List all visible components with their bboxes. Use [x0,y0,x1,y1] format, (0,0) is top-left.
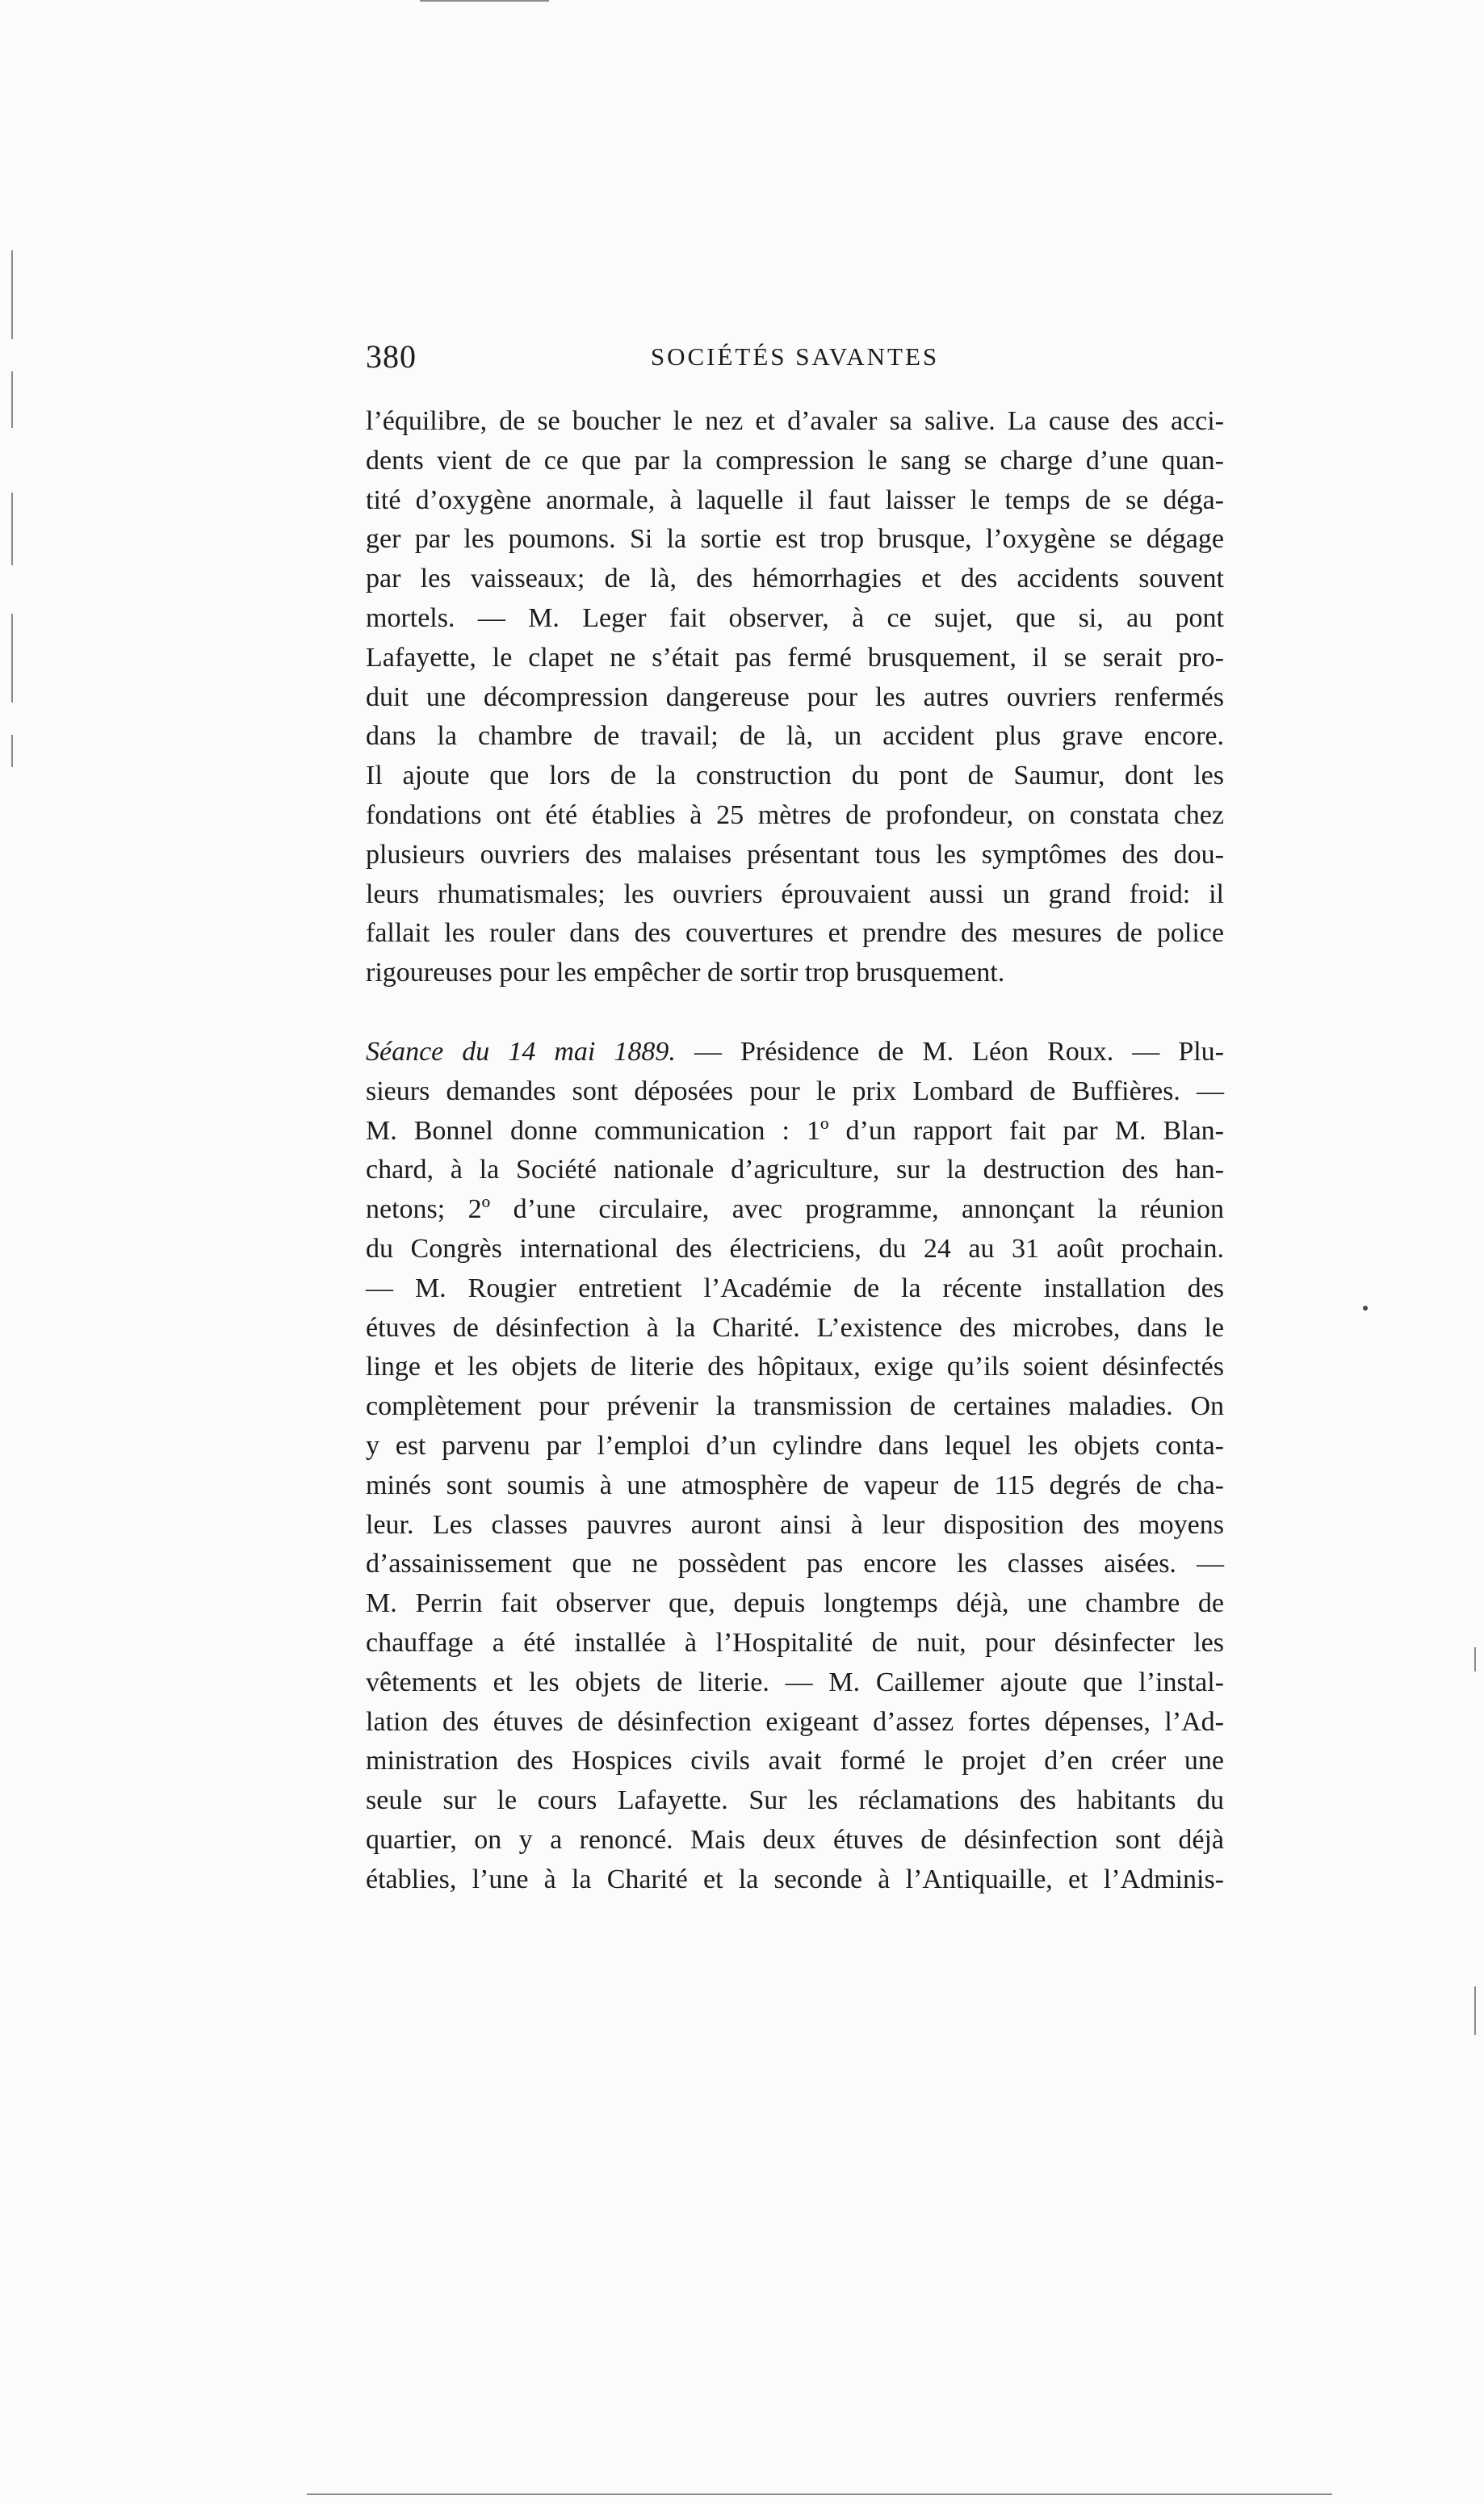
body-text [366,402,1224,1899]
text-line: complètement pour prévenir la transmission de certaines maladies. On [366,1391,1224,1422]
text-line: Lafayette, le clapet ne s’était pas fermé brusquement, il se serait pro- [366,642,1224,673]
text-line: du Congrès international des électriciens, du 24 au 31 août prochain. [366,1233,1224,1264]
text-line: dents vient de ce que par la compression le sang se charge d’une quan- [366,445,1224,476]
text-line: M. Bonnel donne communication : 1º d’un rapport fait par M. Blan- [366,1115,1224,1146]
scan-edge-mark [1474,1986,1476,2035]
text-line: leurs rhumatismales; les ouvriers éprouvaient aussi un grand froid: il [366,879,1224,909]
text-line: chauffage a été installée à l’Hospitalité de nuit, pour désinfecter les [366,1627,1224,1658]
text-line: seule sur le cours Lafayette. Sur les réclamations des habitants du [366,1785,1224,1816]
text-line: M. Perrin fait observer que, depuis longtemps déjà, une chambre de [366,1588,1224,1619]
text-line: lation des étuves de désinfection exigeant d’assez fortes dépenses, l’Ad- [366,1706,1224,1737]
text-line: ger par les poumons. Si la sortie est trop brusque, l’oxygène se dégage [366,524,1224,555]
text-line: fallait les rouler dans des couvertures et prendre des mesures de police [366,918,1224,949]
text-line: chard, à la Société nationale d’agriculture, sur la destruction des han- [366,1155,1224,1185]
text-line: par les vaisseaux; de là, des hémorrhagies et des accidents souvent [366,564,1224,594]
text-line: tité d’oxygène anormale, à laquelle il faut laisser le temps de se déga- [366,484,1224,515]
stray-ink-dot [1363,1306,1368,1311]
text-line: étuves de désinfection à la Charité. L’existence des microbes, dans le [366,1312,1224,1343]
scan-edge-mark [420,0,549,2]
text-line: sieurs demandes sont déposées pour le prix Lombard de Buffières. — [366,1076,1224,1106]
text-line: leur. Les classes pauvres auront ainsi à leur disposition des moyens [366,1509,1224,1540]
text-line-first [366,1033,1224,1072]
text-line: vêtements et les objets de literie. — M. Caillemer ajoute que l’instal- [366,1667,1224,1697]
text-line: minés sont soumis à une atmosphère de vapeur de 115 degrés de cha- [366,1470,1224,1500]
text-line: mortels. — M. Leger fait observer, à ce sujet, que si, au pont [366,602,1224,633]
scan-edge-mark [11,493,13,565]
session-date: Séance du 14 mai 1889. [366,1036,676,1067]
paragraph-seance [366,1033,1224,1900]
text-line: dans la chambre de travail; de là, un accident plus grave encore. [366,721,1224,752]
session-intro: — Présidence de M. Léon Roux. — Plu- [675,1036,1225,1067]
scan-edge-mark [11,250,13,339]
scan-edge-mark [11,735,13,767]
scan-edge-mark [11,614,13,703]
page-header [366,338,1224,386]
text-line: linge et les objets de literie des hôpitaux, exige qu’ils soient désinfectés [366,1352,1224,1382]
text-line: l’équilibre, de se boucher le nez et d’avaler sa salive. La cause des acci- [366,406,1224,436]
paragraph-gap [366,993,1224,1033]
text-line: y est parvenu par l’emploi d’un cylindre dans lequel les objets conta- [366,1430,1224,1461]
running-head: SOCIÉTÉS SAVANTES [650,342,940,371]
text-line: établies, l’une à la Charité et la seconde à l’Antiquaille, et l’Adminis- [366,1864,1224,1894]
text-line: duit une décompression dangereuse pour les autres ouvriers renfermés [366,682,1224,712]
page-number: 380 [366,338,417,375]
scan-edge-mark [307,2494,1332,2495]
text-line: Il ajoute que lors de la construction du pont de Saumur, dont les [366,761,1224,791]
text-line: quartier, on y a renoncé. Mais deux étuves de désinfection sont déjà [366,1824,1224,1855]
text-line: ministration des Hospices civils avait formé le projet d’en créer une [366,1746,1224,1776]
text-line: rigoureuses pour les empêcher de sortir trop brusquement. [366,958,1005,988]
paragraph-continued [366,402,1224,993]
scan-edge-mark [1474,1647,1476,1671]
scan-edge-mark [11,371,13,428]
text-line: plusieurs ouvriers des malaises présentant tous les symptômes des dou- [366,839,1224,870]
text-line: netons; 2º d’une circulaire, avec programme, annonçant la réunion [366,1194,1224,1225]
text-line: d’assainissement que ne possèdent pas encore les classes aisées. — [366,1549,1224,1579]
text-line: — M. Rougier entretient l’Académie de la récente installation des [366,1273,1224,1303]
text-line: fondations ont été établies à 25 mètres de profondeur, on constata chez [366,799,1224,830]
